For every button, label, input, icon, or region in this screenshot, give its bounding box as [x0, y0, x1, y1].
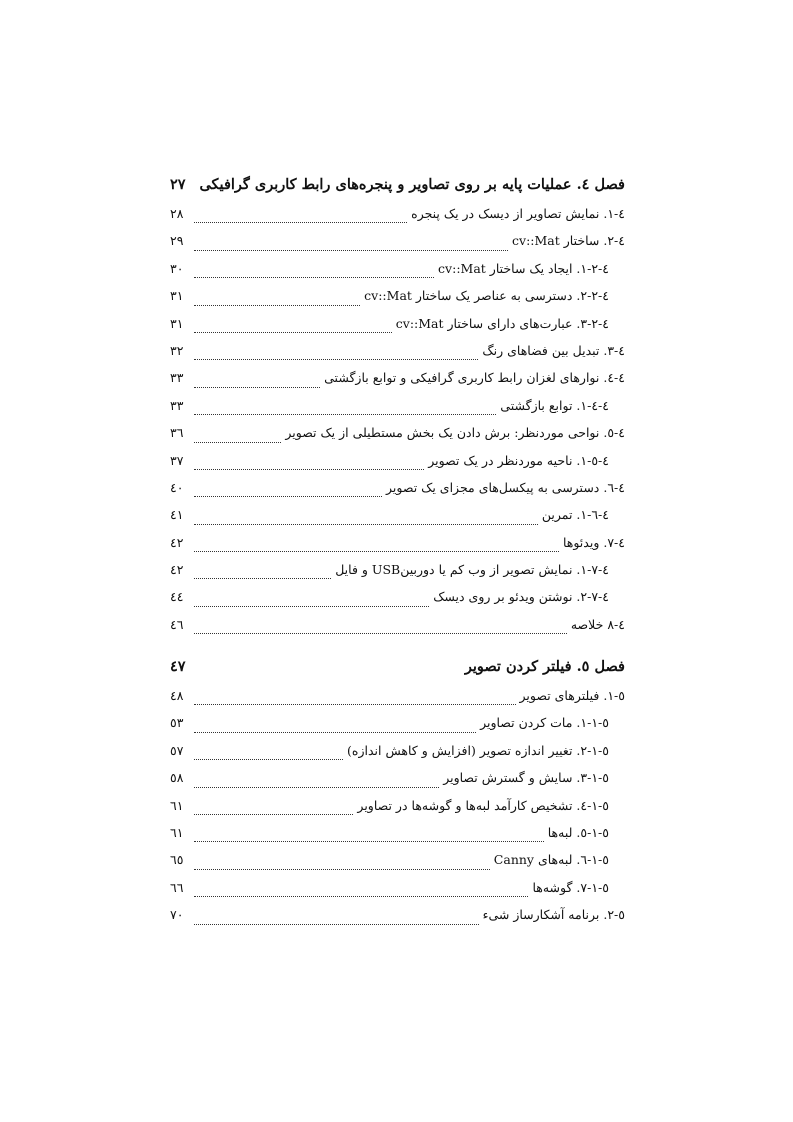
- dot-leader: [194, 787, 439, 788]
- toc-entry[interactable]: [170, 715, 625, 742]
- dot-leader: [194, 924, 479, 925]
- toc-entry-title: ٤-٧-٢. نوشتن ویدئو بر روی دیسک: [433, 589, 609, 605]
- toc-entry-title: ٤-٦-١. تمرین: [541, 507, 609, 523]
- toc-entry-title: ٥-١-٣. سایش و گسترش تصاویر: [443, 770, 609, 786]
- toc-entry[interactable]: [170, 261, 625, 288]
- toc-entry-page-number: ۳۲: [170, 342, 184, 358]
- toc-entry-title: ٥-٢. برنامه آشکارساز شیء: [482, 907, 625, 923]
- toc-entry-page-number: ۳۰: [170, 260, 184, 276]
- toc-entry-page-number: ٤۲: [170, 562, 184, 578]
- dot-leader: [194, 633, 567, 634]
- toc-entry-title: ٥-١-٢. تغییر اندازه تصویر (افزایش و کاهش اندازه): [347, 742, 609, 758]
- toc-entry-page-number: ٤٦: [170, 616, 184, 632]
- toc-entry[interactable]: [170, 370, 625, 397]
- toc-entry[interactable]: [170, 398, 625, 425]
- toc-entry[interactable]: [170, 852, 625, 879]
- toc-entry[interactable]: [170, 617, 625, 644]
- dot-leader: [194, 704, 516, 705]
- dot-leader: [194, 305, 360, 306]
- toc-entry-title: ٥-١-١. مات کردن تصاویر: [480, 715, 609, 731]
- dot-leader: [194, 551, 559, 552]
- toc-entry-title: ٤-٦. دسترسی به پیکسل‌های مجزای یک تصویر: [386, 479, 625, 495]
- toc-entry-page-number: ۳۱: [170, 315, 184, 331]
- toc-entry-page-number: ۲۸: [170, 206, 184, 221]
- toc-entry-title: ٥-١-٤. تشخیص کارآمد لبه‌ها و گوشه‌ها در تصاویر: [357, 797, 609, 813]
- chapter-page-number: ۲۷: [170, 176, 186, 193]
- chapter-page-number: ٤۷: [170, 658, 186, 675]
- toc-entry-page-number: ٤٤: [170, 589, 184, 605]
- dot-leader: [194, 359, 478, 360]
- toc-entry[interactable]: [170, 480, 625, 507]
- dot-leader: [194, 606, 429, 607]
- dot-leader: [194, 759, 343, 760]
- toc-entry-page-number: ۳۳: [170, 397, 184, 413]
- toc-entry-title: ٥-١. فیلترهای تصویر: [519, 688, 625, 703]
- toc-entry-title: ٤-٢-٣. عبارت‌های دارای ساختار cv::Mat: [395, 315, 609, 331]
- chapter-title[interactable]: فصل ٥. فیلتر کردن تصویر: [464, 658, 625, 675]
- toc-entry-page-number: ۳۷: [170, 452, 184, 468]
- toc-entry[interactable]: [170, 743, 625, 770]
- toc-entry-page-number: ۳۳: [170, 370, 184, 386]
- dot-leader: [194, 332, 392, 333]
- toc-entry-list: [170, 206, 625, 644]
- toc-entry[interactable]: [170, 589, 625, 616]
- toc-entry-title: ٤-٢. ساختار cv::Mat: [512, 233, 625, 249]
- toc-entry-page-number: ٦۱: [170, 824, 184, 840]
- toc-entry[interactable]: [170, 453, 625, 480]
- dot-leader: [194, 578, 331, 579]
- toc-entry-page-number: ٥۸: [170, 770, 184, 786]
- toc-entry-title: ٤-٢-٢. دسترسی به عناصر یک ساختار cv::Mat: [364, 288, 609, 304]
- toc-entry-title: ٤-٧. ویدئوها: [562, 534, 625, 550]
- toc-entry[interactable]: [170, 907, 625, 934]
- toc-entry-title: ٤-٤. نوارهای لغزان رابط کاربری گرافیکی و توابع بازگشتی: [324, 370, 625, 386]
- chapter-heading: [170, 658, 625, 684]
- dot-leader: [194, 222, 407, 223]
- chapter-heading: [170, 176, 625, 202]
- toc-entry-page-number: ٤۰: [170, 479, 184, 495]
- toc-entry-title: ٤-٧-١. نمایش تصویر از وب کم یا دوربینUSB و فایل: [335, 562, 609, 578]
- dot-leader: [194, 896, 528, 897]
- chapter-5-section: [170, 658, 625, 935]
- toc-entry-page-number: ٤۱: [170, 507, 184, 523]
- dot-leader: [194, 387, 320, 388]
- toc-entry[interactable]: [170, 562, 625, 589]
- toc-entry-page-number: ۷۰: [170, 907, 184, 923]
- dot-leader: [194, 732, 476, 733]
- toc-entry-page-number: ٦٥: [170, 852, 184, 868]
- toc-entry[interactable]: [170, 233, 625, 260]
- chapter-title[interactable]: فصل ٤. عملیات پایه بر روی تصاویر و پنجره‌های رابط کاربری گرافیکی: [199, 176, 625, 193]
- toc-entry[interactable]: [170, 507, 625, 534]
- toc-entry-page-number: ۲۹: [170, 233, 184, 249]
- toc-entry-title: ٤-٥. نواحی موردنظر: برش دادن یک بخش مستطیلی از یک تصویر: [285, 425, 625, 441]
- toc-entry[interactable]: [170, 288, 625, 315]
- dot-leader: [194, 814, 353, 815]
- toc-entry-page-number: ٤۸: [170, 688, 184, 703]
- toc-entry-title: ٥-١-٥. لبه‌ها: [547, 824, 609, 840]
- toc-entry-page-number: ٦۱: [170, 797, 184, 813]
- toc-entry[interactable]: [170, 535, 625, 562]
- toc-entry[interactable]: [170, 688, 625, 715]
- toc-entry-page-number: ٥۳: [170, 715, 184, 731]
- toc-entry-title: ٤-٥-١. ناحیه موردنظر در یک تصویر: [428, 452, 609, 468]
- toc-entry[interactable]: [170, 770, 625, 797]
- dot-leader: [194, 869, 490, 870]
- toc-entry-title: ٤-٤-١. توابع بازگشتی: [500, 397, 609, 413]
- toc-entry-page-number: ٤۲: [170, 534, 184, 550]
- toc-entry-title: ٤-٣. تبدیل بین فضاهای رنگ: [482, 342, 625, 358]
- toc-entry-page-number: ٥۷: [170, 742, 184, 758]
- chapter-4-section: [170, 176, 625, 644]
- dot-leader: [194, 841, 544, 842]
- toc-entry-title: ٥-١-٧. گوشه‌ها: [532, 879, 609, 895]
- toc-entry-title: ٥-١-٦. لبه‌های Canny: [493, 852, 609, 868]
- dot-leader: [194, 524, 538, 525]
- toc-entry[interactable]: [170, 425, 625, 452]
- toc-entry[interactable]: [170, 880, 625, 907]
- dot-leader: [194, 469, 424, 470]
- dot-leader: [194, 250, 508, 251]
- dot-leader: [194, 277, 434, 278]
- dot-leader: [194, 442, 281, 443]
- dot-leader: [194, 496, 382, 497]
- toc-entry[interactable]: [170, 316, 625, 343]
- toc-entry-page-number: ۳٦: [170, 425, 184, 441]
- toc-entry-page-number: ٦٦: [170, 879, 184, 895]
- toc-entry-title: ٤-٨ خلاصه: [570, 616, 625, 632]
- toc-entry[interactable]: [170, 343, 625, 370]
- toc-entry-title: ٤-١. نمایش تصاویر از دیسک در یک پنجره: [411, 206, 625, 221]
- toc-entry[interactable]: [170, 825, 625, 852]
- toc-entry-title: ٤-٢-١. ایجاد یک ساختار cv::Mat: [438, 260, 609, 276]
- toc-entry[interactable]: [170, 798, 625, 825]
- toc-entry-page-number: ۳۱: [170, 288, 184, 304]
- toc-entry[interactable]: [170, 206, 625, 233]
- dot-leader: [194, 414, 496, 415]
- toc-entry-list: [170, 688, 625, 935]
